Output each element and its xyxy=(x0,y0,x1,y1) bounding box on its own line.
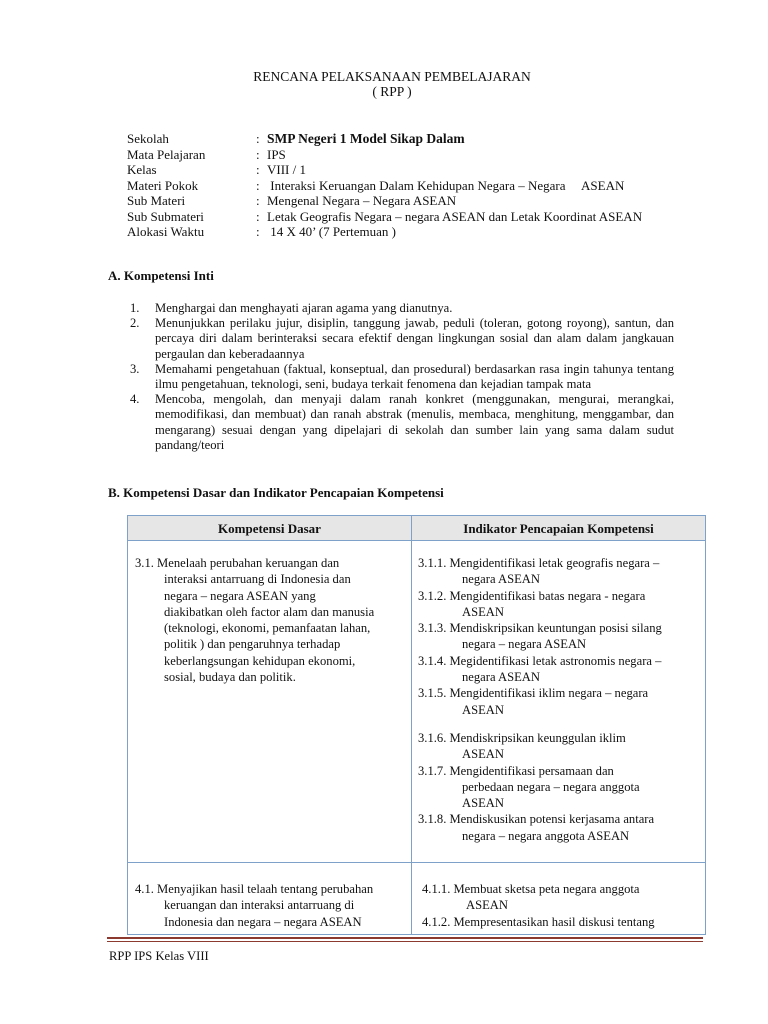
identity-label: Sekolah xyxy=(127,131,169,146)
section-a-heading: A. Kompetensi Inti xyxy=(108,268,214,283)
identity-value: Letak Geografis Negara – negara ASEAN dan Letak Koordinat ASEAN xyxy=(267,208,643,224)
identity-value: IPS xyxy=(267,146,286,162)
ipk-line: 3.1.4. Megidentifikasi letak astronomis negara – xyxy=(418,653,662,668)
ipk-line: ASEAN xyxy=(462,702,504,717)
kd-line: sosial, budaya dan politik. xyxy=(164,670,296,685)
page-footer: RPP IPS Kelas VIII xyxy=(109,949,209,963)
kd-line: diakibatkan oleh factor alam dan manusia xyxy=(164,604,375,619)
identity-label: Sub Submateri xyxy=(127,208,204,224)
list-text: Mencoba, mengolah, dan menyaji dalam ranah konkret (menggunakan, mengurai, merangkai, memodifikasi, dan membuat) dan ranah abstrak (menulis, membaca, menghitung, menggambar, dan mengarang) sesuai dengan yang dipelajari di sekolah dan sumber lain yang sama dalam sudut pandang/teori xyxy=(155,392,674,452)
ipk-line: 3.1.1. Mengidentifikasi letak geografis negara – xyxy=(418,556,660,570)
identity-colon: : xyxy=(256,146,260,162)
identity-block xyxy=(127,131,642,240)
kd-line: keruangan dan interaksi antarruang di xyxy=(164,898,355,913)
identity-row-materi-pokok xyxy=(127,178,642,194)
identity-colon: : xyxy=(256,131,260,146)
ipk-line: perbedaan negara – negara anggota xyxy=(462,779,640,794)
identity-label: Materi Pokok xyxy=(127,177,199,193)
list-text: Menunjukkan perilaku jujur, disiplin, tanggung jawab, peduli (toleran, gotong royong), santun, dan percaya diri dalam berinteraksi secara efektif dengan lingkungan sosial dan alam dalam jangkauan pergaulan dan keberadaannya xyxy=(155,316,674,361)
ipk-line: negara ASEAN xyxy=(462,572,540,587)
ipk-line: ASEAN xyxy=(462,796,504,811)
kd-line: 3.1. Menelaah perubahan keruangan dan xyxy=(135,556,340,570)
kd-line: 4.1. Menyajikan hasil telaah tentang perubahan xyxy=(135,882,374,896)
identity-row-sekolah xyxy=(127,131,642,147)
table-header xyxy=(128,516,705,541)
identity-row-sub-materi xyxy=(127,193,642,209)
kd-line: interaksi antarruang di Indonesia dan xyxy=(164,572,351,587)
kd-cell-4-1 xyxy=(135,881,407,930)
ipk-line: negara – negara anggota ASEAN xyxy=(462,828,630,843)
identity-value: Interaksi Keruangan Dalam Kehidupan Negara – Negara ASEAN xyxy=(267,177,625,193)
ipk-line: ASEAN xyxy=(462,604,504,619)
header-indikator: Indikator Pencapaian Kompetensi xyxy=(463,521,654,536)
identity-row-sub-submateri xyxy=(127,209,642,225)
header-kompetensi-dasar: Kompetensi Dasar xyxy=(218,521,321,536)
ipk-line: 3.1.6. Mendiskripsikan keunggulan iklim xyxy=(418,730,626,745)
identity-colon: : xyxy=(256,162,260,177)
identity-colon: : xyxy=(256,193,260,208)
ipk-line: ASEAN xyxy=(462,747,504,762)
ipk-line: ASEAN xyxy=(466,898,508,913)
column-divider xyxy=(411,516,412,934)
kd-line: Indonesia dan negara – negara ASEAN xyxy=(164,914,362,929)
identity-value: VIII / 1 xyxy=(267,162,306,177)
kd-line: politik ) dan pengaruhnya terhadap xyxy=(164,637,341,652)
identity-label: Alokasi Waktu xyxy=(127,224,205,239)
identity-label: Kelas xyxy=(127,162,157,177)
ipk-line: negara ASEAN xyxy=(462,670,540,685)
list-number: 1. xyxy=(130,301,140,315)
kd-line: (teknologi, ekonomi, pemanfaatan lahan, xyxy=(164,621,371,636)
identity-row-kelas xyxy=(127,162,642,178)
list-item xyxy=(130,392,674,453)
identity-colon: : xyxy=(256,224,260,239)
ipk-line: 4.1.2. Mempresentasikan hasil diskusi tentang xyxy=(422,914,655,929)
ipk-line: negara – negara ASEAN xyxy=(462,637,587,652)
identity-value: Mengenal Negara – Negara ASEAN xyxy=(267,193,457,208)
list-number: 4. xyxy=(130,392,140,407)
ipk-line: 3.1.7. Mengidentifikasi persamaan dan xyxy=(418,763,614,778)
ipk-line: 3.1.2. Mengidentifikasi batas negara - negara xyxy=(418,588,646,603)
ipk-cell-4-1 xyxy=(422,881,704,930)
identity-value: SMP Negeri 1 Model Sikap Dalam xyxy=(267,131,465,146)
footer-rule-thin xyxy=(107,941,703,942)
list-item xyxy=(130,301,674,316)
kd-line: keberlangsungan kehidupan ekonomi, xyxy=(164,653,356,668)
ipk-line: 3.1.3. Mendiskripsikan keuntungan posisi silang xyxy=(418,621,662,636)
row-divider xyxy=(128,862,705,863)
list-text: Memahami pengetahuan (faktual, konseptual, dan prosedural) berdasarkan rasa ingin tahunya tentang ilmu pengetahuan, teknologi, seni, budaya terkait fenomena dan kejadian tampak mata xyxy=(155,361,674,392)
kd-line: negara – negara ASEAN yang xyxy=(164,588,316,603)
identity-colon: : xyxy=(256,208,260,224)
identity-value: 14 X 40’ (7 Pertemuan ) xyxy=(267,224,397,239)
list-item xyxy=(130,362,674,392)
identity-row-mapel xyxy=(127,147,642,163)
identity-label: Sub Materi xyxy=(127,193,186,208)
list-number: 3. xyxy=(130,361,140,376)
identity-colon: : xyxy=(256,177,260,193)
footer-rule xyxy=(107,937,703,939)
ipk-cell-3-1 xyxy=(418,555,703,844)
list-text: Menghargai dan menghayati ajaran agama yang dianutnya. xyxy=(155,301,453,315)
ipk-line: 3.1.8. Mendiskusikan potensi kerjasama antara xyxy=(418,812,655,827)
ipk-line: 4.1.1. Membuat sketsa peta negara anggota xyxy=(422,882,640,896)
spacer xyxy=(418,718,703,730)
list-number: 2. xyxy=(130,316,140,331)
identity-label: Mata Pelajaran xyxy=(127,146,206,162)
kd-cell-3-1 xyxy=(135,555,407,685)
doc-title: RENCANA PELAKSANAAN PEMBELAJARAN xyxy=(253,69,531,84)
list-item xyxy=(130,316,674,362)
section-b-heading: B. Kompetensi Dasar dan Indikator Pencapaian Kompetensi xyxy=(108,485,444,500)
identity-row-alokasi xyxy=(127,224,642,240)
competency-table xyxy=(127,515,706,935)
kompetensi-inti-list xyxy=(130,301,674,453)
ipk-line: 3.1.5. Mengidentifikasi iklim negara – negara xyxy=(418,686,649,701)
doc-subtitle: ( RPP ) xyxy=(372,84,412,99)
